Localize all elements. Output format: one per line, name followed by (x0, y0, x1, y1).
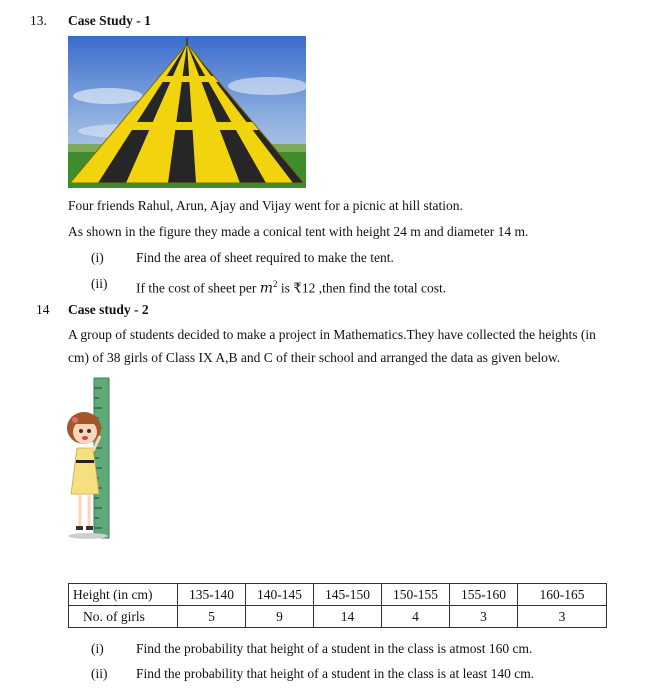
tent-illustration (68, 36, 306, 188)
q14-paragraph-line-2: cm) of 38 girls of Class IX A,B and C of their school and arranged the data as given below. (68, 350, 561, 365)
q14-item-2-number: (ii) (91, 666, 108, 681)
table-cell-count: 3 (518, 606, 607, 628)
table-cell-count: 9 (246, 606, 314, 628)
table-cell-range: 140-145 (246, 584, 314, 606)
q14-paragraph-line-1: A group of students decided to make a project in Mathematics.They have collected the heights (in (68, 327, 596, 342)
table-cell-range: 145-150 (314, 584, 382, 606)
girl-measuring-illustration (66, 376, 116, 548)
q13-item-1-text: Find the area of sheet required to make the tent. (136, 250, 394, 265)
table-cell-count: 5 (178, 606, 246, 628)
question-13-number: 13. (30, 13, 47, 28)
unit-variable: m (259, 280, 273, 297)
q13-paragraph-2: As shown in the figure they made a conical tent with height 24 m and diameter 14 m. (68, 224, 529, 239)
unit-exponent: 2 (272, 279, 278, 289)
q13-item-1-number: (i) (91, 250, 104, 265)
q13-item-2-text-pre: If the cost of sheet per (136, 280, 260, 296)
table-cell-range: 150-155 (382, 584, 450, 606)
q13-item-2-text (136, 276, 446, 297)
table-cell-range: 155-160 (450, 584, 518, 606)
q14-item-1-number: (i) (91, 641, 104, 656)
q13-item-2-text-post: is ₹12 ,then find the total cost. (277, 280, 447, 296)
table-header-height: Height (in cm) (69, 584, 178, 606)
table-cell-count: 3 (450, 606, 518, 628)
question-14-title: Case study - 2 (68, 302, 149, 317)
conical-tent-image (68, 36, 306, 188)
table-cell-count: 14 (314, 606, 382, 628)
q13-paragraph-1: Four friends Rahul, Arun, Ajay and Vijay went for a picnic at hill station. (68, 198, 463, 213)
table-row-heights (69, 584, 607, 606)
question-14-number: 14 (36, 302, 50, 317)
question-13-title: Case Study - 1 (68, 13, 151, 28)
table-cell-range: 135-140 (178, 584, 246, 606)
q13-item-2-number: (ii) (91, 276, 108, 291)
girl-height-chart-image (66, 376, 116, 548)
height-distribution-table (68, 583, 607, 628)
table-cell-range: 160-165 (518, 584, 607, 606)
q14-item-1-text: Find the probability that height of a student in the class is atmost 160 cm. (136, 641, 533, 656)
q14-item-2-text: Find the probability that height of a student in the class is at least 140 cm. (136, 666, 535, 681)
table-row-counts (69, 606, 607, 628)
table-cell-count: 4 (382, 606, 450, 628)
table-header-girls: No. of girls (69, 606, 178, 628)
